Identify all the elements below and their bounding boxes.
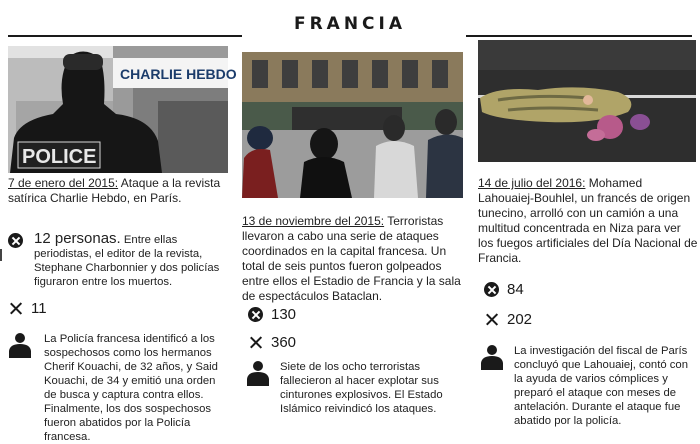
dead-stat [248,307,296,323]
injured-count: 360 [271,334,297,351]
section-header [0,0,700,40]
injured-count: 11 [31,300,47,317]
dead-icon [484,282,499,297]
injured-icon [248,335,263,350]
photo-paris-street [242,52,463,198]
person-icon [246,360,270,386]
margin-mark [0,249,2,261]
photo-nice-street [478,40,696,162]
event-headline: Mohamed Lahouaiej-Bouhlel, un francés de origen tunecino, arrolló con un camión a una multitud concentrada en Niza para ver los fuegos artificiales del Día Nacional de Francia. [478,176,698,265]
investigation-note [8,332,230,444]
dead-count: 12 personas. [34,230,121,247]
police-vest-text: POLICE [22,146,97,168]
dead-description: Entre ellas periodistas, el editor de la revista, Stephane Charbonnier y dos policías figuraron entre los muertos. [34,234,220,288]
investigation-note [480,344,698,428]
dead-stat [8,232,230,289]
event-intro [478,176,698,266]
event-charlie-hebdo [8,46,237,443]
dead-icon [248,307,263,322]
dead-icon [8,233,23,248]
injured-count: 202 [507,311,533,328]
injured-stat [248,335,296,351]
event-date: 13 de noviembre del 2015: [242,214,385,228]
dead-stat [484,282,524,298]
event-paris-attacks [242,52,464,415]
event-headline: Terroristas llevaron a cabo una serie de ataques coordinados en la capital francesa. Un total de seis puntos fueron golpeados entre ellos el Estadio de Francia y la sala de espectáculos Bataclan. [242,214,461,303]
injured-icon [484,312,499,327]
injured-stat [484,312,532,328]
event-intro [8,176,230,206]
investigation-text: La investigación del fiscal de París concluyó que Lahouaiej, contó con la ayuda de varios cómplices y preparó el ataque con meses de antelación. Durante el ataque fue abatido por la policía. [514,345,688,427]
event-date: 14 de julio del 2016: [478,176,586,190]
investigation-text: La Policía francesa identificó a los sospechosos como los hermanos Cherif Kouachi, de 32 años, y Said Kouachi, de 34 y emitió una orden de busca y captura contra ellos. Finalmente, los dos sospechosos fueron abatidos por la Policía francesa. [44,333,218,443]
photo-police-officer [8,46,237,173]
dead-count: 84 [507,281,524,298]
investigation-text: Siete de los ocho terroristas fallecieron al hacer explotar sus cinturones explosivos. El Estado Islámico reivindicó los ataques. [280,361,443,415]
person-icon [8,332,32,358]
charlie-hebdo-sign: CHARLIE HEBDO [120,66,237,82]
injured-stat [8,301,47,317]
person-icon [480,344,504,370]
event-headline: Ataque a la revista satírica Charlie Hebdo, en París. [8,176,221,205]
dead-count: 130 [271,306,297,323]
header-rule-right [466,35,692,37]
event-nice-attack [478,40,700,427]
section-title: FRANCIA [293,14,407,34]
injured-icon [8,301,23,316]
header-rule-left [8,35,242,37]
event-date: 7 de enero del 2015: [8,176,119,190]
event-intro [242,214,464,304]
investigation-note [246,360,464,416]
